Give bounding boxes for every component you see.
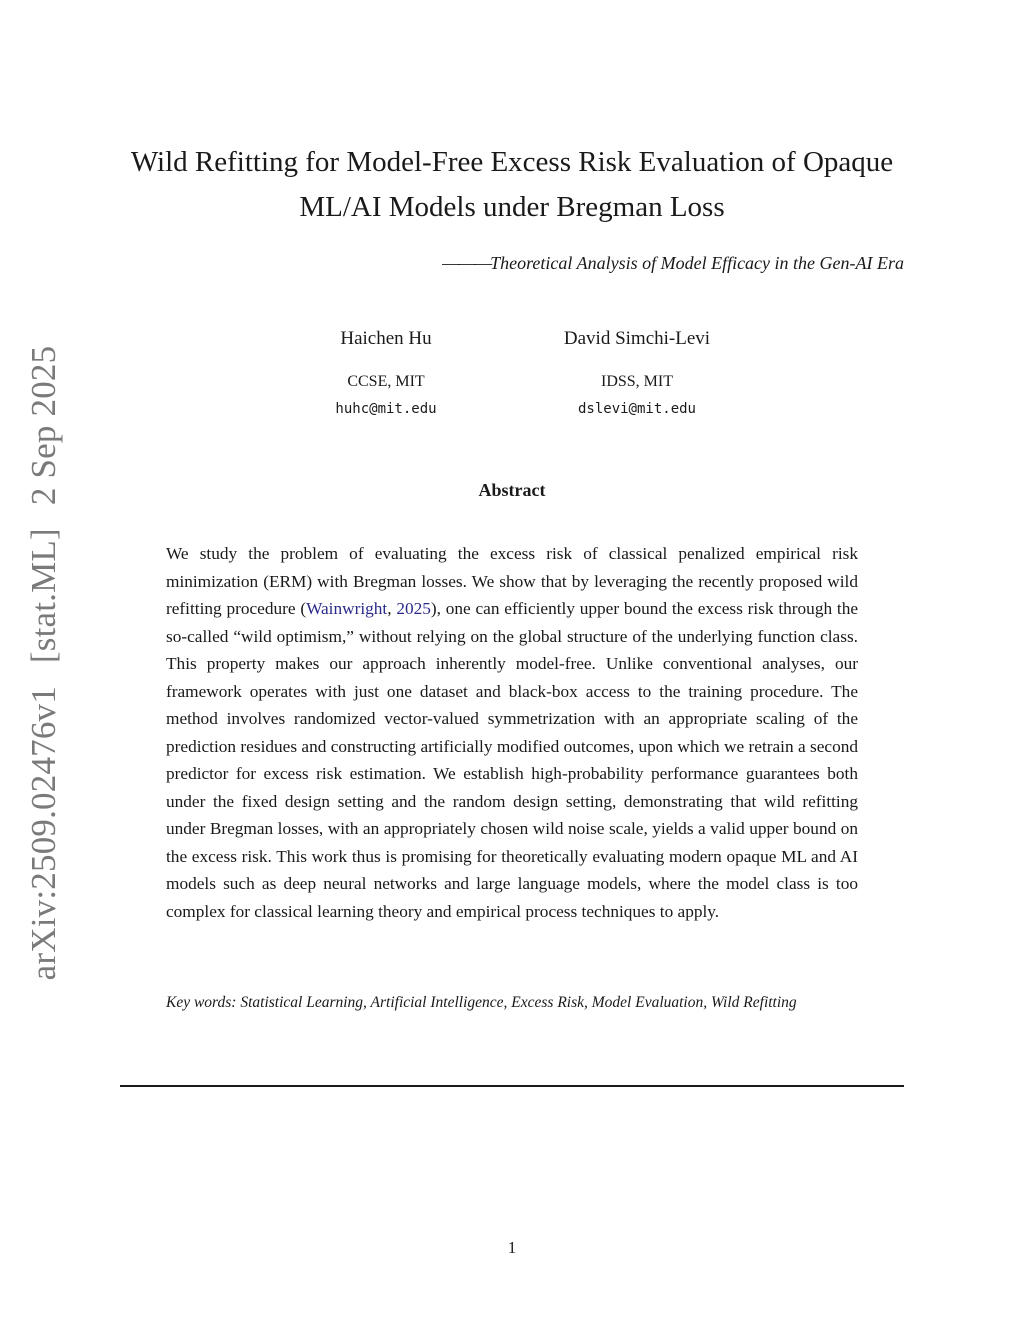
arxiv-identifier: arXiv:2509.02476v1 bbox=[24, 686, 63, 981]
citation-author-link[interactable]: Wainwright bbox=[306, 599, 388, 618]
author-block-2 bbox=[507, 328, 767, 417]
subtitle-dash: ——— bbox=[442, 253, 491, 273]
author-block-1 bbox=[256, 328, 516, 417]
author-name: Haichen Hu bbox=[340, 328, 432, 349]
footnote-rule bbox=[120, 1085, 904, 1087]
abstract-heading: Abstract bbox=[478, 480, 546, 500]
arxiv-date: 2 Sep 2025 bbox=[24, 345, 63, 506]
abstract-text-part-2: ), one can efficiently upper bound the excess risk through the so-called “wild optimism,” without relying on the global structure of the underlying function class. This property makes our approach inherently model-free. Unlike conventional analyses, our framework operates with just one dataset and black-box access to the training procedure. The method involves randomized vector-valued symmetrization with an appropriate scaling of the prediction residues and constructing artificially modified outcomes, upon which we retrain a second predictor for excess risk estimation. We establish high-probability performance guarantees both under the fixed design setting and the random design setting, demonstrating that wild refitting under Bregman losses, with an appropriately chosen wild noise scale, yields a valid upper bound on the excess risk. This work thus is promising for theoretically evaluating modern opaque ML and AI models such as deep neural networks and large language models, where the model class is too complex for classical learning theory and empirical process techniques to apply. bbox=[166, 599, 858, 921]
page-number: 1 bbox=[507, 1238, 517, 1257]
citation-year-link[interactable]: 2025 bbox=[396, 599, 431, 618]
author-email: huhc@mit.edu bbox=[335, 401, 437, 417]
paper-title bbox=[100, 140, 924, 230]
paper-subtitle bbox=[442, 253, 904, 274]
title-line-2: ML/AI Models under Bregman Loss bbox=[299, 191, 725, 223]
author-name: David Simchi-Levi bbox=[563, 328, 711, 349]
title-line-1: Wild Refitting for Model-Free Excess Risk Evaluation of Opaque bbox=[130, 146, 894, 178]
author-affiliation: IDSS, MIT bbox=[600, 373, 673, 390]
abstract-text-part-1: We study the problem of evaluating the excess risk of classical penalized empirical risk minimization (ERM) with Bregman losses. We show that by leveraging the recently proposed wild refitting procedure ( bbox=[166, 544, 858, 618]
arxiv-category: [stat.ML] bbox=[24, 528, 63, 664]
subtitle-text: Theoretical Analysis of Model Efficacy in the Gen-AI Era bbox=[490, 253, 904, 273]
author-affiliation: CCSE, MIT bbox=[347, 373, 425, 390]
citation-separator: , bbox=[387, 599, 397, 618]
abstract-body bbox=[166, 540, 858, 925]
author-email: dslevi@mit.edu bbox=[577, 401, 696, 417]
arxiv-side-stamp bbox=[24, 339, 64, 988]
keywords: Key words: Statistical Learning, Artificial Intelligence, Excess Risk, Model Evaluation, Wild Refitting bbox=[166, 994, 797, 1011]
